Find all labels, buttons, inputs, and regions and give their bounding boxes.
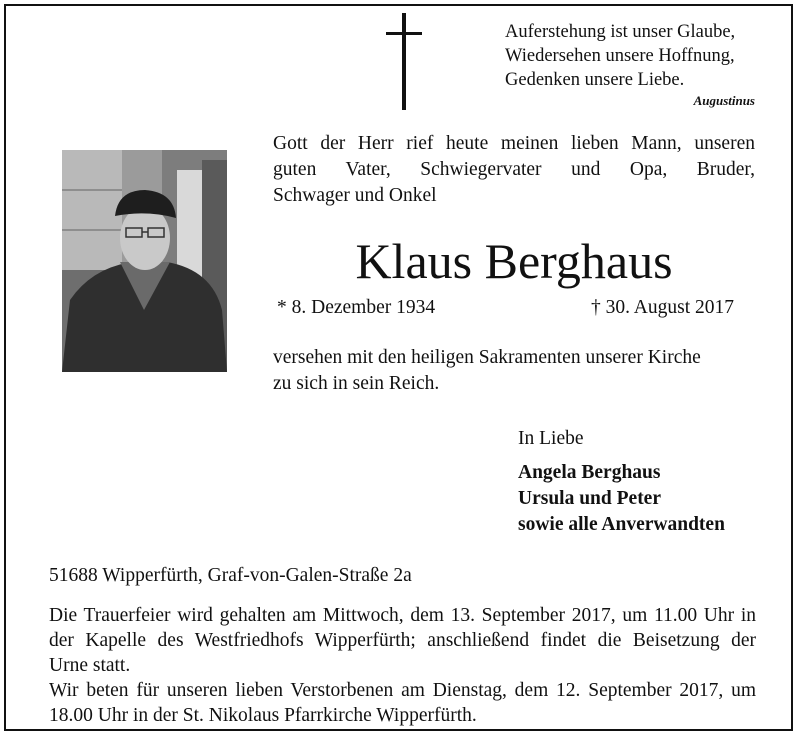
birth-date: * 8. Dezember 1934 [277,297,436,318]
motto-author: Augustinus [693,93,755,108]
ceremony-text [49,603,756,728]
ceremony-line: Urne statt. [49,655,131,676]
deceased-name: Klaus Berghaus [355,233,673,289]
intro-line: Gott der Herr rief heute meinen lieben Mann, unseren [273,133,755,154]
intro-line: guten Vater, Schwiegervater und Opa, Bruder, [273,159,755,180]
mourner-name: Angela Berghaus [518,462,661,483]
address: 51688 Wipperfürth, Graf-von-Galen-Straße 2a [49,565,412,586]
mourner-name: Ursula und Peter [518,488,661,509]
ceremony-line: 18.00 Uhr in der St. Nikolaus Pfarrkirche Wipperfürth. [49,705,477,726]
sacraments-text [273,345,763,397]
intro-text [273,131,755,209]
ceremony-line: der Kapelle des Westfriedhofs Wipperfürth; anschließend findet die Beisetzung der [49,630,756,651]
sacraments-line: versehen mit den heiligen Sakramenten unserer Kirche [273,347,701,368]
mourner-name: sowie alle Anverwandten [518,514,725,535]
mourners-list [518,460,725,538]
motto [505,20,735,92]
motto-line: Gedenken unsere Liebe. [505,70,685,90]
ceremony-line: Wir beten für unseren lieben Verstorbenen am Dienstag, dem 12. September 2017, um [49,680,756,701]
motto-line: Wiedersehen unsere Hoffnung, [505,46,735,66]
motto-line: Auferstehung ist unser Glaube, [505,22,736,42]
death-date: † 30. August 2017 [591,297,735,318]
portrait-photo [62,150,227,372]
mourners-intro: In Liebe [518,428,584,449]
ceremony-line: Die Trauerfeier wird gehalten am Mittwoch, dem 13. September 2017, um 11.00 Uhr in [49,605,756,626]
intro-line: Schwager und Onkel [273,185,437,206]
sacraments-line: zu sich in sein Reich. [273,373,440,394]
